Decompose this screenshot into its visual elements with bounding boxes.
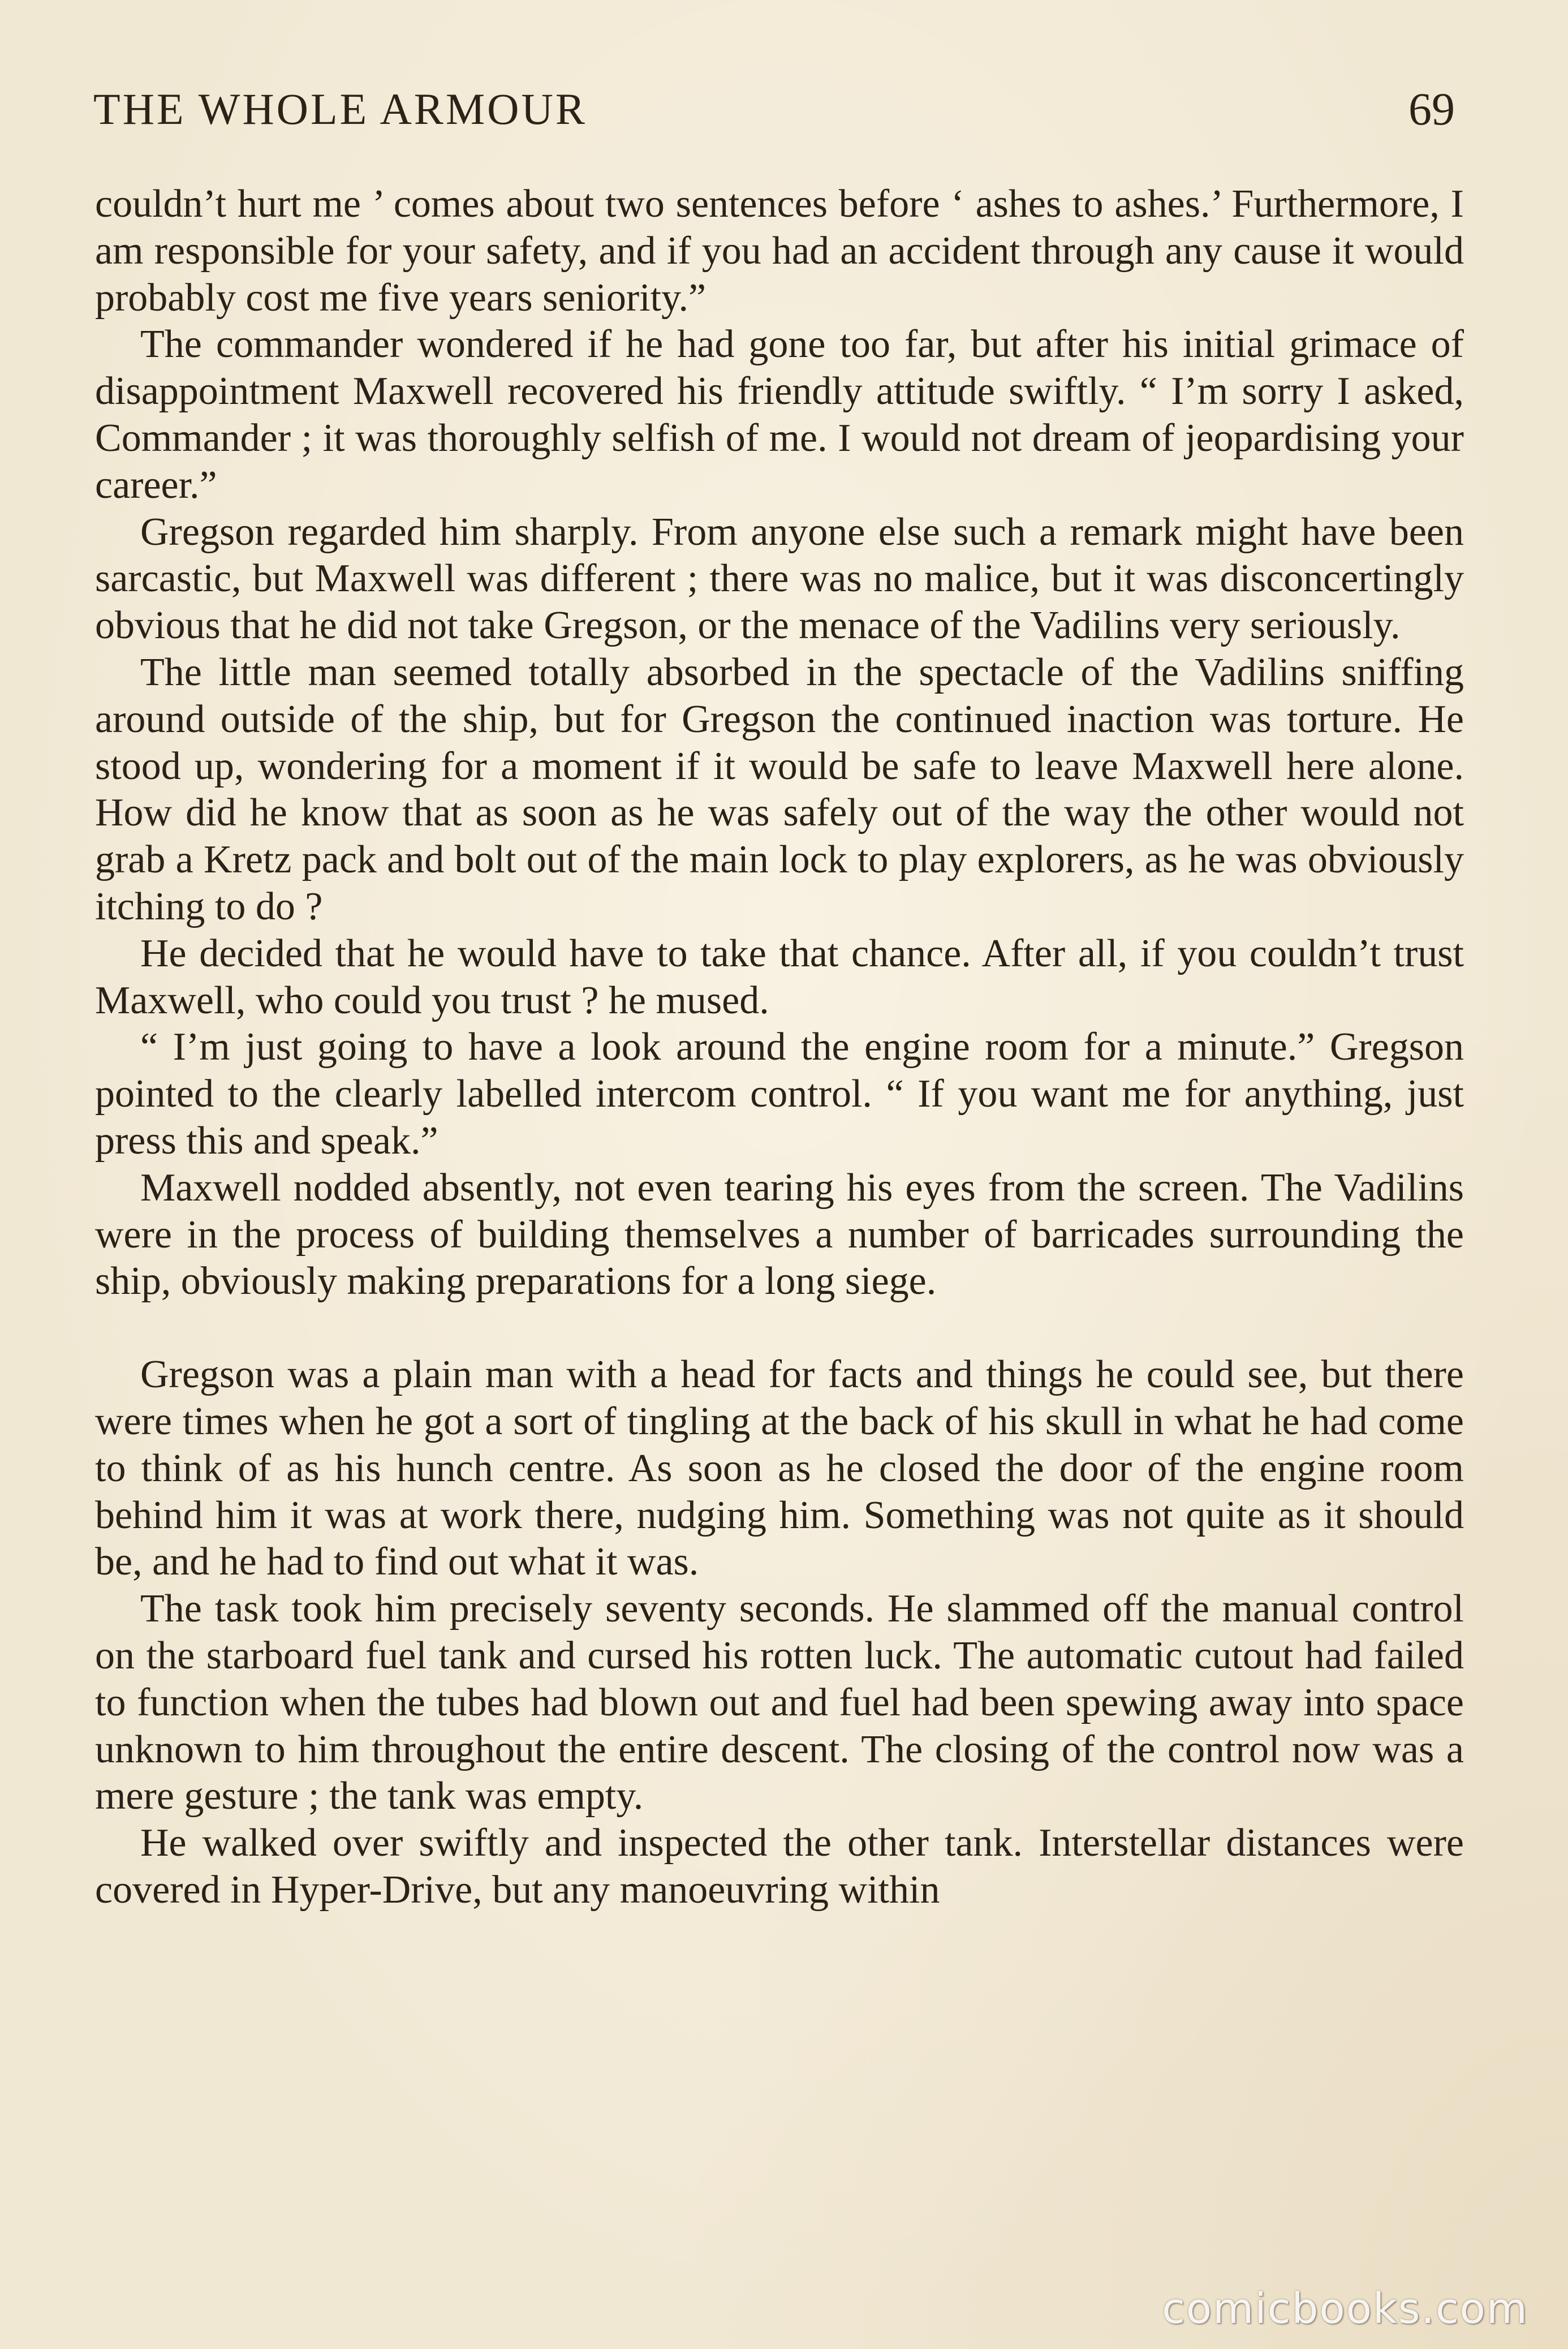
paragraph: “ I’m just going to have a look around the engine room for a minute.” Gregson pointed to the clearly labelled intercom control. “ If you want me for anything, just press this and speak.” (95, 1025, 1464, 1163)
watermark: comicbooks.com (1162, 2285, 1528, 2333)
paragraph: Gregson regarded him sharply. From anyone else such a remark might have been sarcastic, but Maxwell was different ; there was no malice, but it was disconcertingly obvious that he did not take Gregson, or the menace of the Vadilins very seriously. (95, 510, 1464, 648)
paragraph: couldn’t hurt me ’ comes about two sentences before ‘ ashes to ashes.’ Furthermore, I am responsible for your safety, and if you had an accident through any cause it would probably cost me five years seniority.” (95, 182, 1464, 320)
page-number: 69 (1408, 83, 1455, 135)
paragraph: The task took him precisely seventy seconds. He slammed off the manual control on the starboard fuel tank and cursed his rotten luck. The automatic cutout had failed to function when the tubes had blown out and fuel had been spewing away into space unknown to him throughout the entire descent. The closing of the control now was a mere gesture ; the tank was empty. (95, 1587, 1464, 1818)
paragraph: The little man seemed totally absorbed in the spectacle of the Vadilins sniffing around outside of the ship, but for Gregson the continued inaction was torture. He stood up, wondering for a moment if it would be safe to leave Maxwell here alone. How did he know that as soon as he was safely out of the way the other would not grab a Kretz pack and bolt out of the main lock to play explorers, as he was obviously itching to do ? (95, 650, 1464, 928)
body-text (95, 181, 1464, 1914)
section-break (95, 1305, 1464, 1352)
running-head (93, 79, 1455, 141)
running-title: THE WHOLE ARMOUR (93, 84, 587, 134)
paragraph: Gregson was a plain man with a head for facts and things he could see, but there were times when he got a sort of tingling at the back of his skull in what he had come to think of as his hunch centre. As soon as he closed the door of the engine room behind him it was at work there, nudging him. Something was not quite as it should be, and he had to find out what it was. (95, 1353, 1464, 1584)
paragraph: He walked over swiftly and inspected the other tank. Interstellar distances were covered in Hyper-Drive, but any manoeuvring within (95, 1821, 1464, 1912)
paragraph: Maxwell nodded absently, not even tearing his eyes from the screen. The Vadilins were in the process of building themselves a number of barricades surrounding the ship, obviously making preparations for a long siege. (95, 1165, 1464, 1303)
paragraph: The commander wondered if he had gone too far, but after his initial grimace of disappointment Maxwell recovered his friendly attitude swiftly. “ I’m sorry I asked, Commander ; it was thoroughly selfish of me. I would not dream of jeopardising your career.” (95, 322, 1464, 507)
paragraph: He decided that he would have to take that chance. After all, if you couldn’t trust Maxwell, who could you trust ? he mused. (95, 931, 1464, 1022)
